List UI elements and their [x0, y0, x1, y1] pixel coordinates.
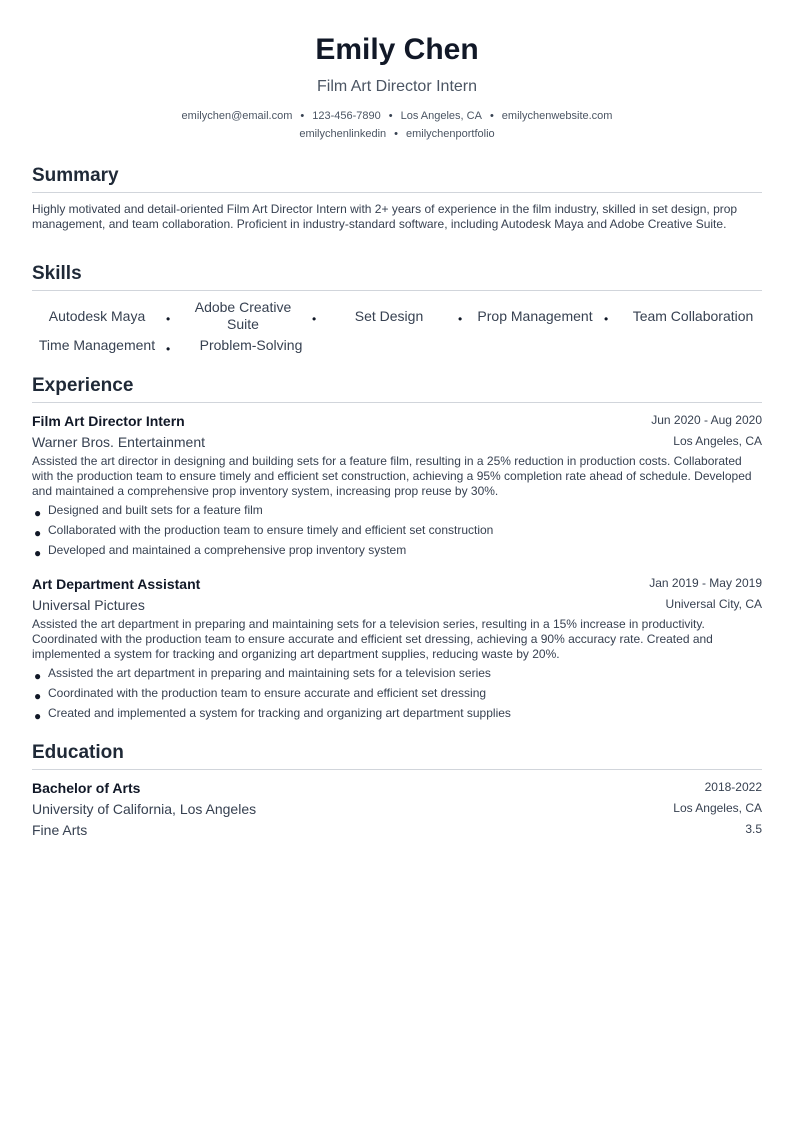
skill-separator-icon: • — [604, 312, 609, 326]
email-link[interactable]: emilychen@email.com — [181, 110, 293, 122]
job-title: Film Art Director Intern — [32, 413, 185, 429]
bullet-text: Created and implemented a system for tracking and organizing art department supplies — [48, 706, 511, 720]
job-company: Warner Bros. Entertainment — [32, 434, 205, 450]
summary-text: Highly motivated and detail-oriented Film Art Director Intern with 2+ years of experience in the film industry, skilled in set design, prop management, and team collaboration. Proficient in industry-standard software, including Autodesk Maya and Adobe Creative Suite. — [32, 202, 738, 231]
bullet-icon: ● — [34, 526, 42, 540]
phone-text[interactable]: 123-456-7890 — [312, 110, 381, 122]
skill-separator-icon: • — [166, 342, 171, 356]
skill-separator-icon: • — [166, 312, 171, 326]
job-dates: Jun 2020 - Aug 2020 — [651, 413, 762, 427]
list-item — [32, 503, 762, 523]
skill-item: Problem-Solving — [199, 337, 303, 353]
job-company-row — [32, 596, 762, 616]
website-link[interactable]: emilychenwebsite.com — [501, 110, 613, 122]
gpa: 3.5 — [745, 822, 762, 836]
separator-dot-icon: • — [388, 110, 393, 122]
job-title: Art Department Assistant — [32, 576, 201, 592]
job-company: Universal Pictures — [32, 597, 145, 613]
separator-dot-icon: • — [300, 110, 305, 122]
list-item — [32, 706, 762, 726]
skill-separator-icon: • — [312, 312, 317, 326]
skill-item: Prop Management — [477, 308, 593, 324]
location-text: Los Angeles, CA — [400, 110, 482, 122]
education-header — [32, 779, 762, 799]
job-header — [32, 412, 762, 432]
job-location: Universal City, CA — [665, 597, 762, 611]
bullet-icon: ● — [34, 669, 42, 683]
school-location: Los Angeles, CA — [673, 801, 762, 815]
list-item — [32, 523, 762, 543]
education-school-row — [32, 800, 762, 820]
portfolio-link[interactable]: emilychenportfolio — [406, 128, 495, 140]
school-name: University of California, Los Angeles — [32, 801, 257, 817]
skills-heading: Skills — [32, 262, 762, 291]
education-field-row — [32, 821, 762, 841]
education-dates: 2018-2022 — [704, 780, 762, 794]
experience-heading: Experience — [32, 374, 762, 403]
education-heading: Education — [32, 741, 762, 770]
linkedin-link[interactable]: emilychenlinkedin — [299, 128, 387, 140]
bullet-text: Developed and maintained a comprehensive prop inventory system — [48, 543, 407, 557]
candidate-title: Film Art Director Intern — [316, 78, 478, 95]
bullet-text: Designed and built sets for a feature film — [48, 503, 263, 517]
list-item — [32, 686, 762, 706]
separator-dot-icon: • — [489, 110, 494, 122]
bullet-text: Collaborated with the production team to ensure timely and efficient set construction — [48, 523, 494, 537]
skill-item: Autodesk Maya — [48, 308, 146, 324]
list-item — [32, 543, 762, 563]
job-description: Assisted the art department in preparing and maintaining sets for a television series, resulting in a 15% increase in productivity. Coordinated with the production team to ensure accurate and efficient set dressing, achieving a 90% accuracy rate. Created and implemented a system for tracking and organizing art department supplies, reducing waste by 20%. — [32, 617, 713, 661]
contact-line-2 — [32, 127, 762, 141]
bullet-icon: ● — [34, 709, 42, 723]
job-header — [32, 575, 762, 595]
bullet-text: Assisted the art department in preparing and maintaining sets for a television series — [48, 666, 491, 680]
bullet-icon: ● — [34, 689, 42, 703]
skill-item: Time Management — [38, 337, 156, 353]
bullet-text: Coordinated with the production team to ensure accurate and efficient set dressing — [48, 686, 487, 700]
degree: Bachelor of Arts — [32, 780, 141, 796]
summary-heading: Summary — [32, 164, 762, 193]
field-of-study: Fine Arts — [32, 822, 88, 838]
bullet-icon: ● — [34, 546, 42, 560]
job-location: Los Angeles, CA — [673, 434, 762, 448]
skill-item: Set Design — [354, 308, 424, 324]
job-bullets — [32, 666, 762, 726]
skill-item: Team Collaboration — [632, 308, 754, 324]
bullet-icon: ● — [34, 506, 42, 520]
job-company-row — [32, 433, 762, 453]
job-description: Assisted the art director in designing and building sets for a feature film, resulting in a 25% reduction in production costs. Collaborated with the production team to ensure timely and efficient set construction, achieving a 95% completion rate ahead of schedule. Developed and maintained a comprehensive prop inventory system, increasing prop reuse by 30%. — [32, 454, 752, 498]
candidate-name: Emily Chen — [315, 33, 479, 66]
separator-dot-icon: • — [394, 128, 399, 140]
skill-separator-icon: • — [458, 312, 463, 326]
skill-item: Adobe Creative Suite — [194, 299, 292, 332]
job-bullets — [32, 503, 762, 563]
job-dates: Jan 2019 - May 2019 — [649, 576, 762, 590]
contact-line-1 — [32, 109, 762, 123]
list-item — [32, 666, 762, 686]
